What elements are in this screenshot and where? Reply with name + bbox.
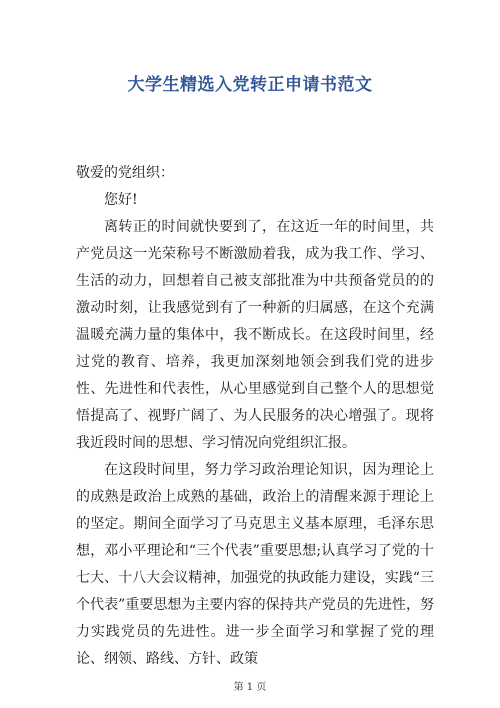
body-paragraph: 在这段时间里，努力学习政治理论知识，因为理论上的成熟是政治上成熟的基础，政治上的清醒来源于理论上的坚定。期间全面学习了马克思主义基本原理，毛泽东思想，邓小平理论和“三个代表”重要思想;认真学习了党的十七大、十八大会议精神，加强党的执政能力建设，实践“三个代表”重要思想为主要内容的保持共产党员的先进性，努力实践党员的先进性。进一步全面学习和掌握了党的理论、纲领、路线、方针、政策 [76,462,434,667]
greeting: 您好! [104,192,138,208]
page-number: 第 1 页 [233,682,267,693]
document-body [76,160,434,673]
body-paragraph: 离转正的时间就快要到了，在这近一年的时间里，共产党员这一光荣称号不断激励着我，成为我工作、学习、生活的动力，回想着自己被支部批准为中共预备党员的的激动时刻，让我感觉到有了一种新的归属感，在这个充满温暖充满力量的集体中，我不断成长。在这段时间里，经过党的教育、培养，我更加深刻地领会到我们党的进步性、先进性和代表性，从心里感觉到自己整个人的思想觉悟提高了、视野广阔了、为人民服务的决心增强了。现将我近段时间的思想、学习情况向党组织汇报。 [76,219,434,451]
salutation: 敬爱的党组织： [76,165,174,181]
document-title: 大学生精选入党转正申请书范文 [127,75,373,95]
